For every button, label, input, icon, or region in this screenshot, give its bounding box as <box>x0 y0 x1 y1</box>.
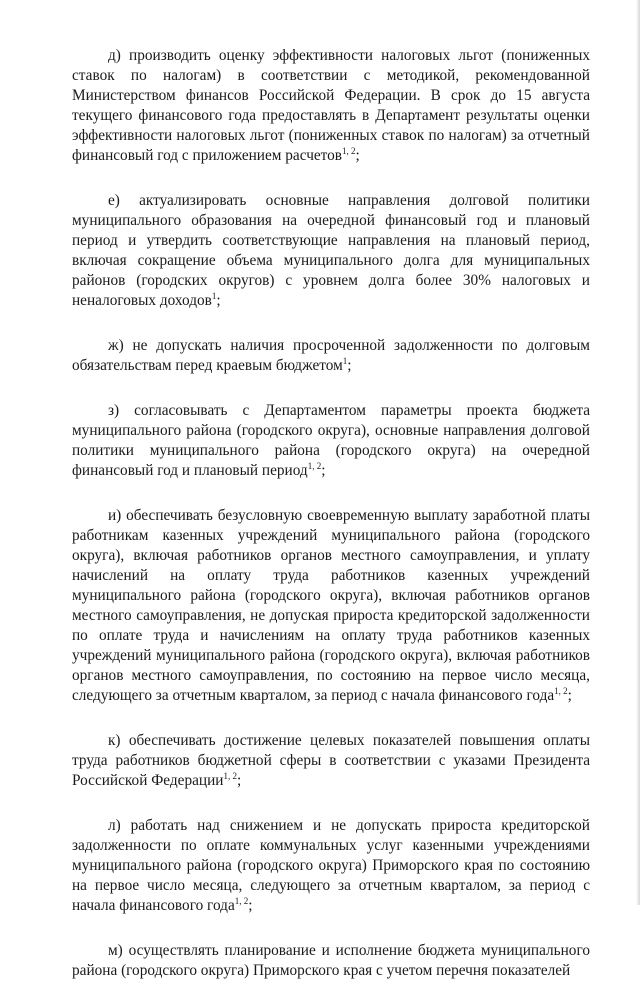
footnote-ref: 1, 2 <box>307 461 322 471</box>
paragraph-end: ; <box>355 147 360 164</box>
footnote-ref: 1, 2 <box>223 771 237 781</box>
paragraph-end: ; <box>248 897 253 914</box>
paragraph-z <box>72 401 590 481</box>
footnote-ref: 1 <box>342 356 348 366</box>
paragraph-text: д) производить оценку эффективности налоговых льгот (пониженных ставок по налогам) в соответствии с методикой, рекомендованной Министерством финансов Российской Федерации. В срок до 15 августа текущего финансового года предоставлять в Департамент результаты оценки эффективности налоговых льгот (пониженных ставок по налогам) за отчетный финансовый год с приложением расчетов <box>72 47 590 164</box>
paragraph-end: ; <box>236 772 242 789</box>
paragraph-text: м) осуществлять планирование и исполнение бюджета муниципального района (городского округа) Приморского края с учетом перечня показателей <box>72 942 590 979</box>
footnote-ref: 1, 2 <box>342 146 356 156</box>
paragraph-text: и) обеспечивать безусловную своевременную выплату заработной платы работникам казенных учреждений муниципального района (городского округа), включая работников органов местного самоуправления, и уплату начислений на оплату труда работников казенных учреждений муниципального района (городского округа), включая работников органов местного самоуправления, не допуская прироста кредиторской задолженности по оплате труда и начислениям на оплату труда работников казенных учреждений муниципального района (городского округа), включая работников органов местного самоуправления, по состоянию на первое число месяца, следующего за отчетным кварталом, за период с начала финансового года <box>72 507 590 704</box>
paragraph-zh <box>72 336 590 376</box>
paragraph-text: л) работать над снижением и не допускать прироста кредиторской задолженности по оплате коммунальных услуг казенными учреждениями муниципального района (городского округа) Приморского края по состоянию на первое число месяца, следующего за отчетным кварталом, за период с начала финансового года <box>72 817 590 914</box>
paragraph-l <box>72 816 590 916</box>
paragraph-end: ; <box>567 687 572 704</box>
paragraph-m <box>72 941 590 981</box>
paragraph-k <box>72 731 590 791</box>
paragraph-e <box>72 191 590 311</box>
paragraph-end: ; <box>216 292 221 309</box>
scan-edge-shadow <box>636 0 640 905</box>
footnote-ref: 1, 2 <box>234 896 249 906</box>
paragraph-text: е) актуализировать основные направления долговой политики муниципального образования на очередной финансовый год и плановый период и утвердить соответствующие направления на плановый период, включая сокращение объема муниципального долга для муниципальных районов (городских округов) с уровнем долга более 30% налоговых и неналоговых доходов <box>72 192 590 309</box>
paragraph-text: к) обеспечивать достижение целевых показателей повышения оплаты труда работников бюджетной сферы в соответствии с указами Президента Российской Федерации <box>72 732 590 789</box>
paragraph-d <box>72 46 590 166</box>
footnote-ref: 1, 2 <box>554 686 568 696</box>
paragraph-i <box>72 506 590 706</box>
paragraph-end: ; <box>321 462 326 479</box>
paragraph-text: ж) не допускать наличия просроченной задолженности по долговым обязательствам перед краевым бюджетом <box>72 337 590 374</box>
footnote-ref: 1 <box>211 291 217 301</box>
paragraph-text: з) согласовывать с Департаментом параметры проекта бюджета муниципального района (городского округа), основные направления долговой политики муниципального района (городского округа) на очередной финансовый год и плановый период <box>72 402 590 479</box>
document-page <box>72 46 590 1006</box>
paragraph-end: ; <box>347 357 352 374</box>
